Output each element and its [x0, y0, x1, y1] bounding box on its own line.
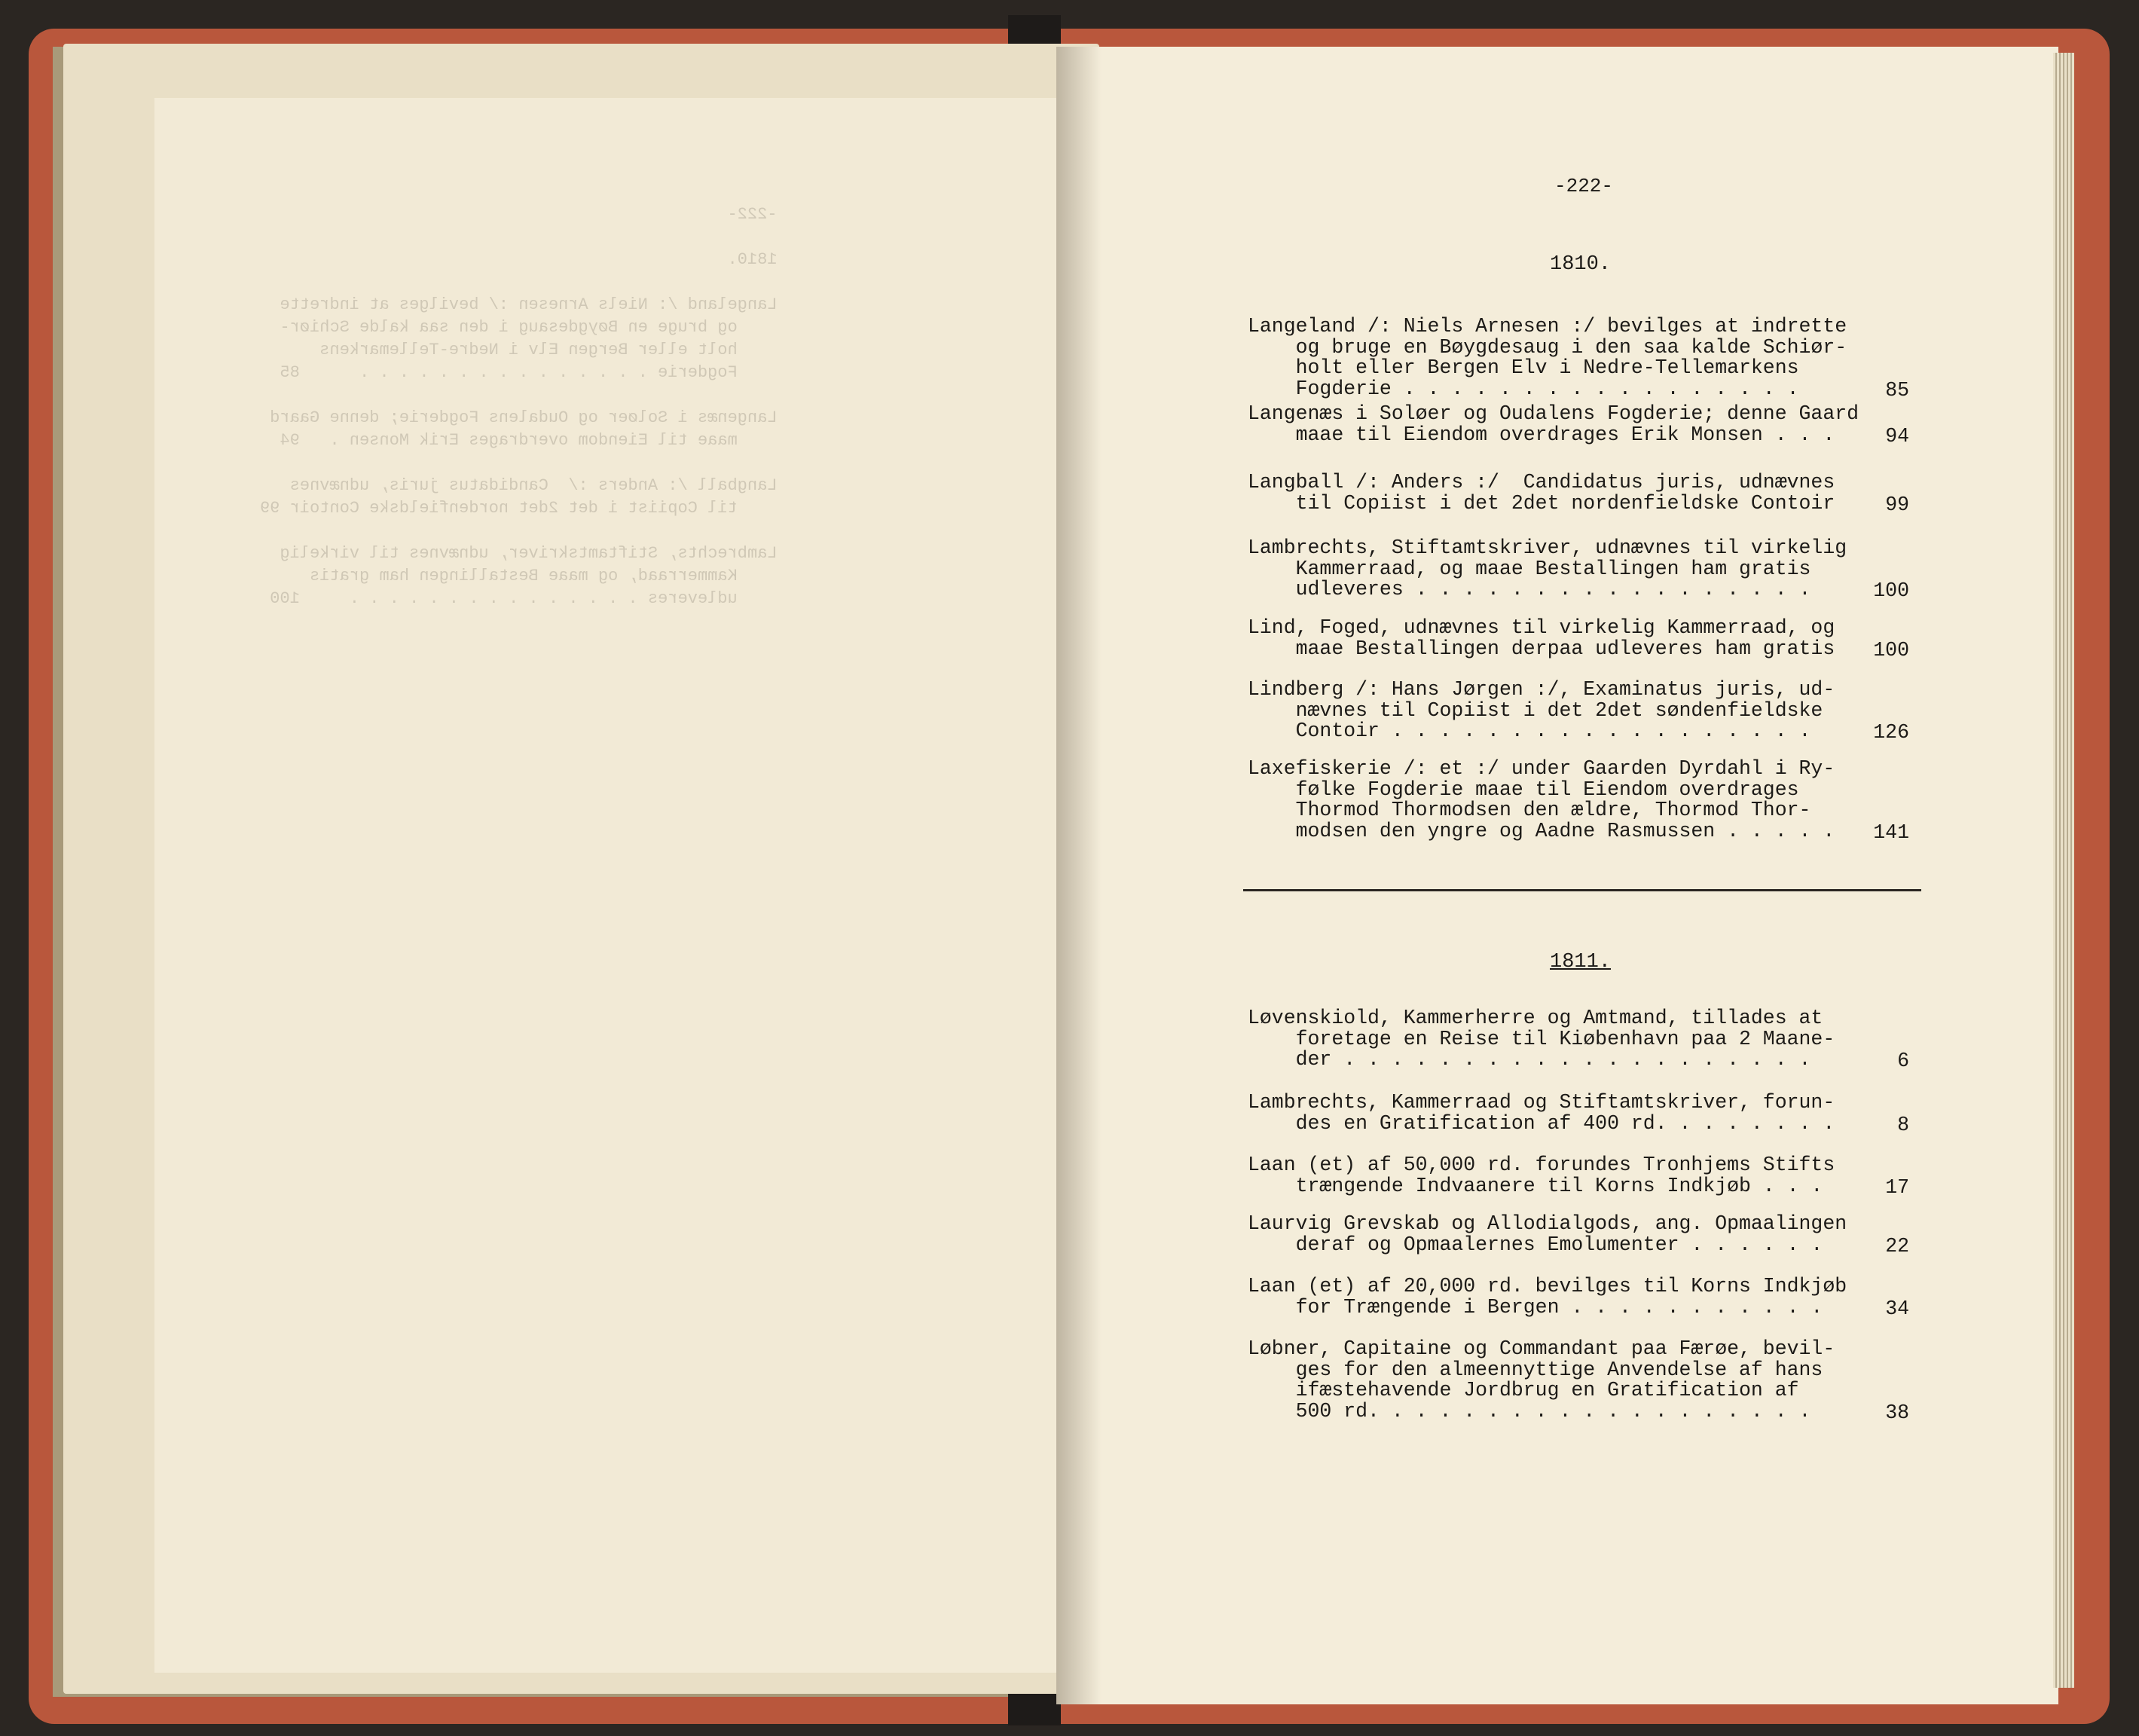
- page-reference: 34: [1885, 1297, 1909, 1320]
- bleed-through-text: -222- 1810. Langeland /: Niels Arnesen :/ bevilges at indrette og bruge en Bøygdesaug i den saa kalde Schiør- holt eller Bergen Elv i Nedre-Tellemarkens Fogderie . . . . . . . . . . . . . . . 85 Langenæs i Soløer og Oudalens Fogderie; denne Gaard maae til Eiendom overdrages Erik Monsen . 94 Langball /: Anders :/ Candidatus juris, udnævnes til Copiist i det 2det nordenfieldske Contoir 99 Lambrechts, Stiftamtskriver, udnævnes til virkelig Kammerraad, og maae Bestallingen ham gratis udleveres . . . . . . . . . . . . . . . 100: [260, 205, 778, 608]
- page-reference: 100: [1873, 579, 1909, 602]
- index-entry: Laxefiskerie /: et :/ under Gaarden Dyrdahl i Ry- følke Fogderie maae til Eiendom overdrages Thormod Thormodsen den ældre, Thormod Thor- modsen den yngre og Aadne Rasmussen . . . . .: [1248, 757, 1835, 842]
- page-reference: 8: [1897, 1113, 1909, 1136]
- page-number: -222-: [1554, 175, 1614, 197]
- page-reference: 85: [1885, 378, 1909, 402]
- year-heading-1811: 1811.: [1550, 951, 1612, 973]
- index-entry: Lambrechts, Kammerraad og Stiftamtskriver, forun- des en Gratification af 400 rd. . . . . . . .: [1248, 1091, 1835, 1135]
- index-entry: Lambrechts, Stiftamtskriver, udnævnes til virkelig Kammerraad, og maae Bestallingen ham gratis udleveres . . . . . . . . . . . . . . . . .: [1248, 536, 1847, 601]
- index-entry: Laurvig Grevskab og Allodialgods, ang. Opmaalingen deraf og Opmaalernes Emolumenter . . . . . .: [1248, 1212, 1847, 1256]
- index-entry: Løvenskiold, Kammerherre og Amtmand, tillades at foretage en Reise til Kiøbenhavn paa 2 Maane- der . . . . . . . . . . . . . . . . . . . .: [1248, 1007, 1835, 1071]
- index-entry: Løbner, Capitaine og Commandant paa Færøe, bevil- ges for den almeennyttige Anvendelse af hans ifæstehavende Jordbrug en Gratification af 500 rd. . . . . . . . . . . . . . . . . . .: [1248, 1337, 1835, 1423]
- right-page: [1056, 47, 2058, 1704]
- page-reference: 100: [1873, 638, 1909, 662]
- page-reference: 22: [1885, 1234, 1909, 1258]
- index-entry: Langenæs i Soløer og Oudalens Fogderie; denne Gaard maae til Eiendom overdrages Erik Monsen . . .: [1248, 402, 1859, 446]
- index-entry: Langball /: Anders :/ Candidatus juris, udnævnes til Copiist i det 2det nordenfieldske Contoir: [1248, 471, 1835, 515]
- index-entry: Lind, Foged, udnævnes til virkelig Kammerraad, og maae Bestallingen derpaa udleveres ham gratis: [1248, 616, 1835, 660]
- page-reference: 126: [1873, 721, 1909, 744]
- section-divider: [1243, 889, 1921, 891]
- gutter-shadow: [1056, 47, 1102, 1704]
- page-edges: [2053, 53, 2074, 1688]
- left-page-sheet: [154, 98, 1096, 1673]
- page-reference: 17: [1885, 1175, 1909, 1199]
- page-reference: 99: [1885, 493, 1909, 516]
- index-entry: Langeland /: Niels Arnesen :/ bevilges at indrette og bruge en Bøygdesaug i den saa kalde Schiør- holt eller Bergen Elv i Nedre-Tellemarkens Fogderie . . . . . . . . . . . . . . . . .: [1248, 315, 1847, 400]
- year-heading-1810: 1810.: [1550, 253, 1612, 276]
- index-entry: Laan (et) af 20,000 rd. bevilges til Korns Indkjøb for Trængende i Bergen . . . . . . . . . . .: [1248, 1275, 1847, 1319]
- page-reference: 94: [1885, 424, 1909, 448]
- page-reference: 38: [1885, 1401, 1909, 1424]
- page-reference: 6: [1897, 1050, 1909, 1072]
- page-reference: 141: [1873, 821, 1909, 844]
- index-entry: Laan (et) af 50,000 rd. forundes Tronhjems Stifts trængende Indvaanere til Korns Indkjøb . . .: [1248, 1154, 1835, 1197]
- index-entry: Lindberg /: Hans Jørgen :/, Examinatus juris, ud- nævnes til Copiist i det 2det søndenfieldske Contoir . . . . . . . . . . . . . . . . . .: [1248, 678, 1835, 742]
